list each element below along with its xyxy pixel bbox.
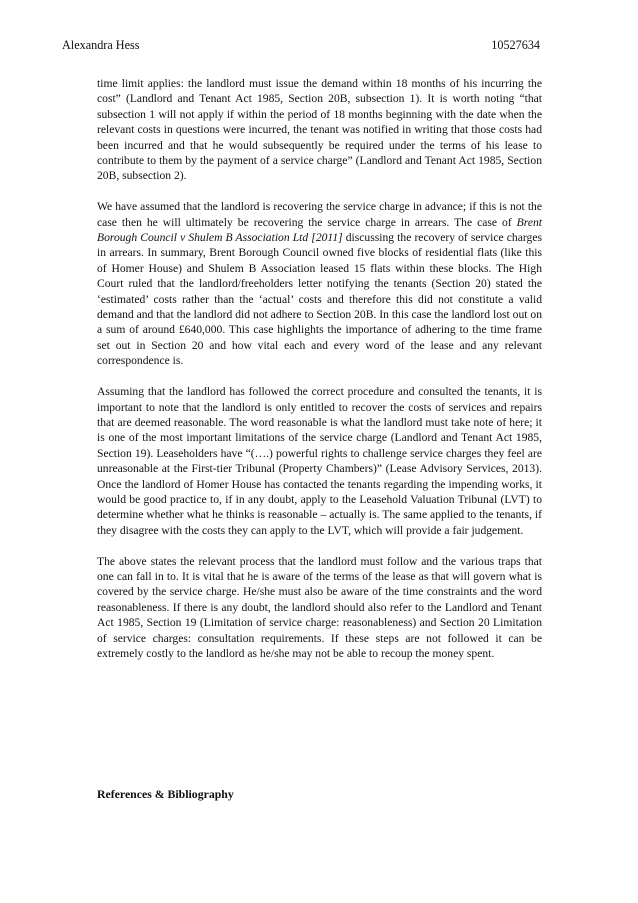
page-header (62, 38, 540, 52)
paragraph-3: Assuming that the landlord has followed the correct procedure and consulted the tenants, it is important to note that the landlord is only entitled to recover the costs of services and repairs that are deemed reasonable. The word reasonable is what the landlord must take note of here; it is one of the most important limitations of the service charge (Landlord and Tenant Act 1985, Section 19). Leaseholders have “(….) powerful rights to challenge service charges they feel are unreasonable at the First-tier Tribunal (Property Chambers)” (Lease Advisory Services, 2013). Once the landlord of Homer House has contacted the tenants regarding the impending works, it would be good practice to, if in any doubt, apply to the Leasehold Valuation Tribunal (LVT) to determine whether what he thinks is reasonable – actually is. The same applied to the tenants, if they disagree with the costs they can apply to the LVT, which will provide a fair judgement. (97, 385, 542, 537)
paragraph-2 (97, 199, 542, 368)
student-id: 10527634 (491, 38, 540, 52)
case-citation: Brent Borough Council v Shulem B Association Ltd [2011] (97, 215, 542, 245)
paragraph-2-rest: discussing the recovery of service charges in arrears. In summary, Brent Borough Council owned five blocks of residential flats (like this of Homer House) and Shulem B Association leased 15 flats within these blocks. The High Court ruled that the landlord/freeholders letter notifying the tenants (Section 20) stated the ‘estimated’ costs rather than the ‘actual’ costs and therefore this did not constitute a valid demand and that the landlord did not adhere to Section 20B. In this case the landlord lost out on a sum of around £640,000. This case highlights the importance of adhering to the time frame set out in Section 20 and how vital each and every word of the lease and any relevant correspondence is. (97, 231, 542, 368)
paragraph-1: time limit applies: the landlord must issue the demand within 18 months of his incurring the cost” (Landlord and Tenant Act 1985, Section 20B, subsection 1). It is worth noting “that subsection 1 will not apply if within the period of 18 months beginning with the date when the relevant costs in questions were incurred, the tenant was notified in writing that those costs had been incurred and that he would subsequently be required under the terms of his lease to contribute to them by the payment of a service charge” (Landlord and Tenant Act 1985, Section 20B, subsection 2). (97, 77, 542, 183)
references-heading: References & Bibliography (97, 787, 234, 801)
body-text (97, 76, 542, 677)
paragraph-2-intro: We have assumed that the landlord is recovering the service charge in advance; if this is not the case then he will ultimately be recovering the service charge in arrears. The case of (97, 200, 542, 229)
author-name: Alexandra Hess (62, 38, 140, 52)
paragraph-4: The above states the relevant process that the landlord must follow and the various traps that one can fall in to. It is vital that he is aware of the terms of the lease as that will govern what is covered by the service charge. He/she must also be aware of the time constraints and the word reasonableness. If there is any doubt, the landlord should also refer to the Landlord and Tenant Act 1985, Section 19 (Limitation of service charge: reasonableness) and Section 20 Limitation of service charges: consultation requirements. If these steps are not followed it can be extremely costly to the landlord as he/she may not be able to recoup the money spent. (97, 554, 542, 660)
